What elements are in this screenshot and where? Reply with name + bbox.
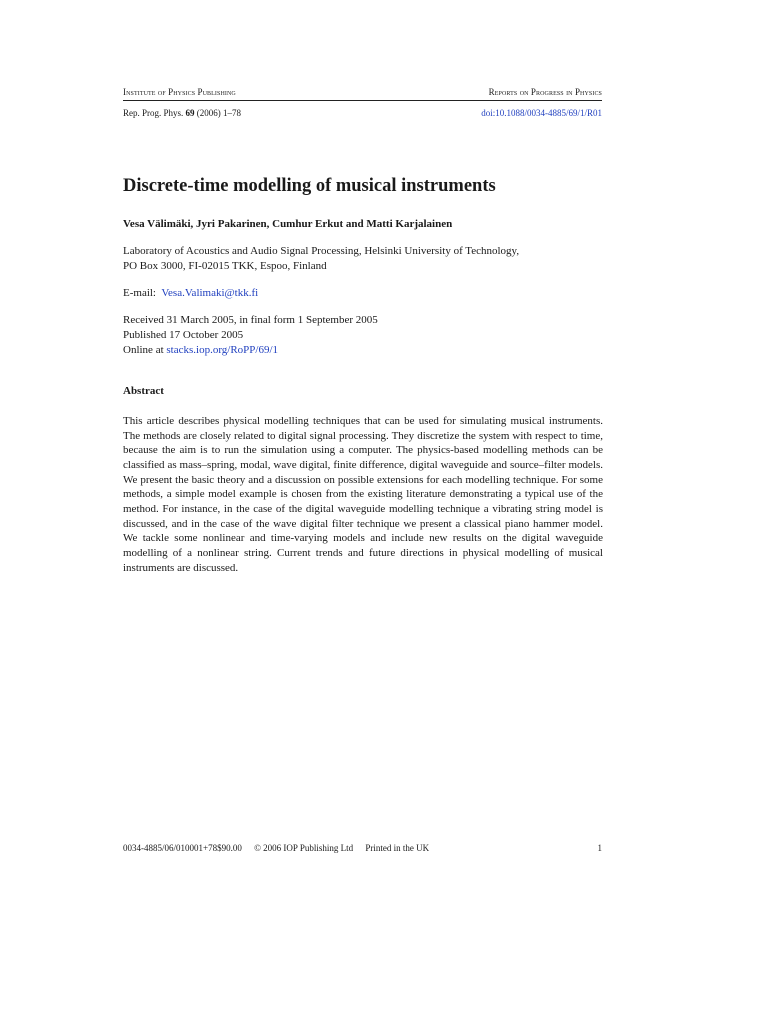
email-label: E-mail: — [123, 287, 156, 299]
running-head — [123, 86, 602, 98]
email-line — [123, 286, 258, 301]
publication-dates — [123, 313, 378, 358]
footer-info — [123, 842, 429, 854]
copyright: © 2006 IOP Publishing Ltd — [254, 843, 354, 853]
publisher-name: Institute of Physics Publishing — [123, 87, 236, 97]
online-url-link[interactable]: stacks.iop.org/RoPP/69/1 — [166, 344, 279, 356]
affiliation-line: PO Box 3000, FI-02015 TKK, Espoo, Finland — [123, 260, 327, 272]
published-date: Published 17 October 2005 — [123, 329, 244, 341]
author-list: Vesa Välimäki, Jyri Pakarinen, Cumhur Erkut and Matti Karjalainen — [123, 218, 453, 230]
abstract-text: This article describes physical modelling techniques that can be used for simulating musical instruments. The methods are closely related to digital signal processing. They discretize the system with respect to time, because the aim is to run the simulation using a computer. The physics-based modelling methods can be classified as mass–spring, modal, wave digital, finite difference, digital waveguide and source–filter models. We present the basic theory and a discussion on possible extensions for each modelling technique. For some methods, a simple model example is chosen from the existing literature demonstrating a typical use of the method. For instance, in the case of the digital waveguide modelling technique a vibrating string model is discussed, and in the case of the wave digital filter technique we present a classical piano hammer model. We tackle some nonlinear and time-varying models and include new results on the digital waveguide modelling of a nonlinear string. Current trends and future directions in physical modelling of musical instruments are discussed. — [123, 415, 603, 574]
affiliation — [123, 244, 603, 274]
online-label: Online at — [123, 344, 164, 356]
citation-line — [123, 107, 602, 119]
email-link[interactable]: Vesa.Valimaki@tkk.fi — [161, 287, 259, 299]
doi-link[interactable]: doi:10.1088/0034-4885/69/1/R01 — [481, 108, 602, 118]
paper-title: Discrete-time modelling of musical instruments — [123, 176, 496, 196]
page-number: 1 — [597, 843, 602, 853]
header-rule — [123, 100, 602, 101]
printed-in: Printed in the UK — [365, 843, 430, 853]
issn-price-code: 0034-4885/06/010001+78$90.00 — [123, 843, 242, 853]
journal-abbrev: Rep. Prog. Phys. — [123, 108, 184, 118]
year-pages: (2006) 1–78 — [196, 108, 242, 118]
abstract-heading: Abstract — [123, 385, 164, 397]
affiliation-line: Laboratory of Acoustics and Audio Signal Processing, Helsinki University of Technology, — [123, 245, 520, 257]
journal-name: Reports on Progress in Physics — [488, 87, 602, 97]
volume: 69 — [185, 108, 195, 118]
received-date: Received 31 March 2005, in final form 1 September 2005 — [123, 314, 378, 326]
page-footer — [123, 842, 602, 854]
online-line — [123, 343, 378, 358]
citation — [123, 107, 241, 119]
